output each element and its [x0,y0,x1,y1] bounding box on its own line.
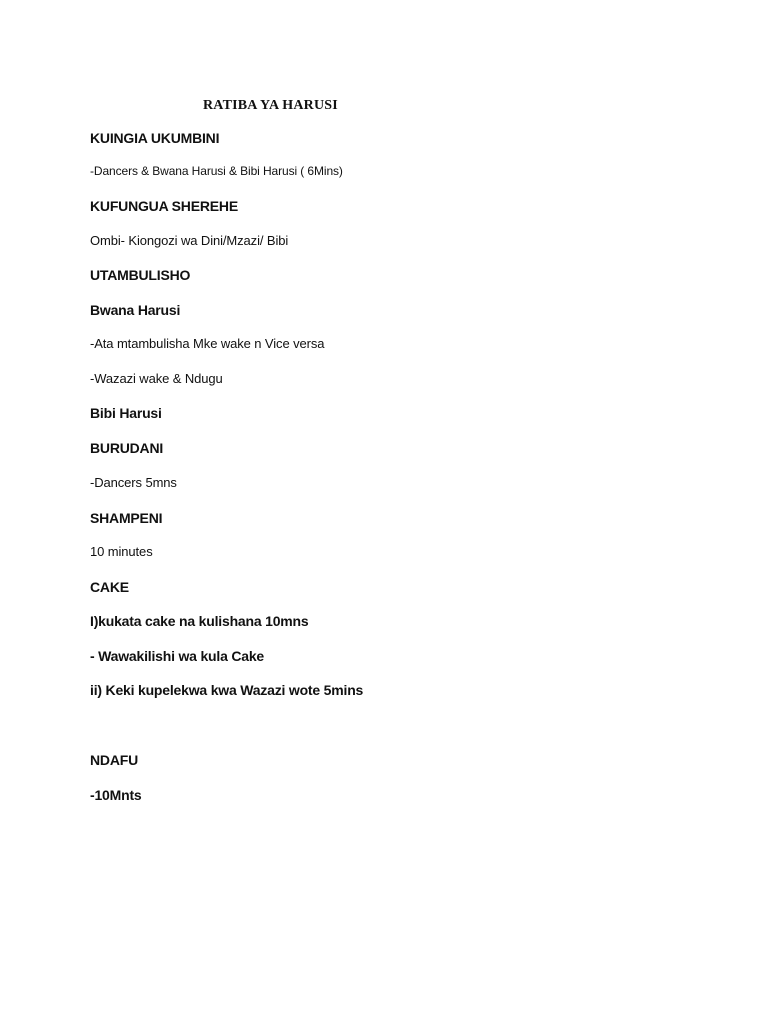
entry-kukata-cake: I)kukata cake na kulishana 10mns [90,613,309,629]
section-heading-ndafu: NDAFU [90,752,138,768]
section-heading-kufungua-sherehe: KUFUNGUA SHEREHE [90,198,238,214]
entry-10-minutes: 10 minutes [90,544,153,559]
entry-10mnts: -10Mnts [90,787,142,803]
entry-mtambulisha: -Ata mtambulisha Mke wake n Vice versa [90,336,325,351]
entry-wazazi-ndugu: -Wazazi wake & Ndugu [90,371,223,386]
subheading-bwana-harusi: Bwana Harusi [90,302,181,318]
document-title: RATIBA YA HARUSI [203,98,338,113]
entry-wawakilishi: - Wawakilishi wa kula Cake [90,648,265,664]
section-heading-utambulisho: UTAMBULISHO [90,267,191,283]
entry-dancers-entrance: -Dancers & Bwana Harusi & Bibi Harusi ( 6Mins) [90,164,343,178]
subheading-bibi-harusi: Bibi Harusi [90,405,162,421]
entry-keki-kupelekwa: ii) Keki kupelekwa kwa Wazazi wote 5mins [90,682,364,698]
section-heading-shampeni: SHAMPENI [90,510,163,526]
section-heading-burudani: BURUDANI [90,440,164,456]
entry-dancers-5mns: -Dancers 5mns [90,475,177,490]
section-heading-kuingia-ukumbini: KUINGIA UKUMBINI [90,130,220,146]
section-heading-cake: CAKE [90,579,129,595]
entry-ombi: Ombi- Kiongozi wa Dini/Mzazi/ Bibi [90,233,289,248]
